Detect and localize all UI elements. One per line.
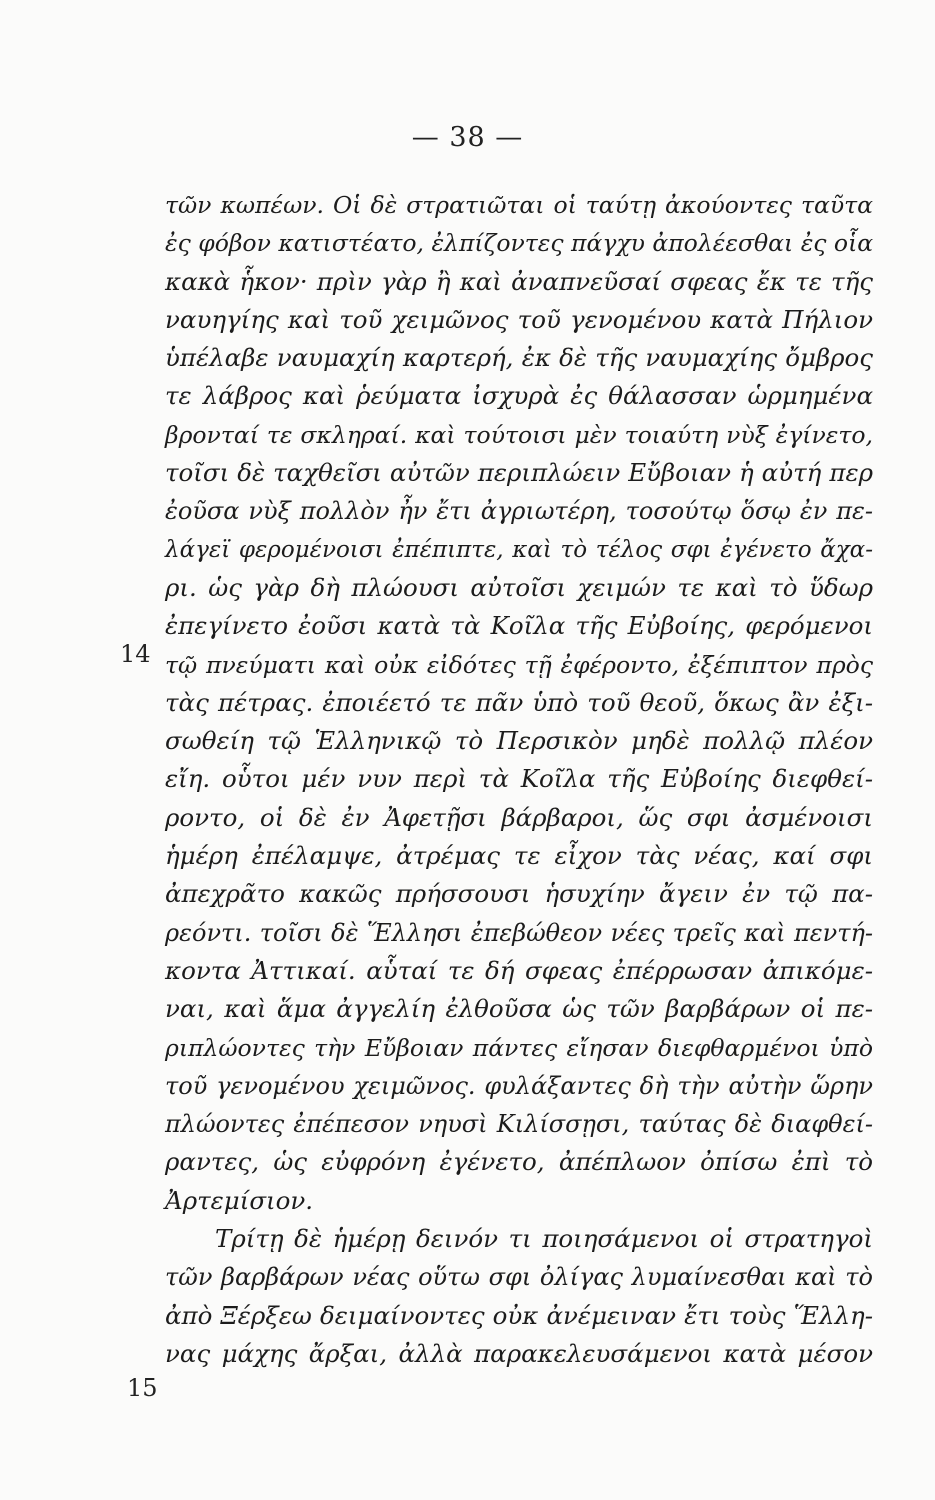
text-line: τὰς πέτρας. ἐποιέετό τε πᾶν ὑπὸ τοῦ θεοῦ, ὅκως ἂν ἐξι- bbox=[165, 687, 873, 717]
text-line: Τρίτῃ δὲ ἡμέρῃ δεινόν τι ποιησάμενοι οἱ στρατηγοὶ bbox=[215, 1224, 873, 1254]
text-line: τοῖσι δὲ ταχθεῖσι αὐτῶν περιπλώειν Εὔβοιαν ἡ αὐτή περ bbox=[165, 458, 873, 488]
text-line: ναυηγίης καὶ τοῦ χειμῶνος τοῦ γενομένου κατὰ Πήλιον bbox=[165, 304, 873, 334]
text-line: Ἀρτεμίσιον. bbox=[165, 1185, 314, 1215]
text-line: τῶν κωπέων. Οἱ δὲ στρατιῶται οἱ ταύτῃ ἀκούοντες ταῦτα bbox=[165, 191, 873, 219]
text-line: πλώοντες ἐπέπεσον νηυσὶ Κιλίσσῃσι, ταύτας δὲ διαφθεί- bbox=[165, 1110, 873, 1139]
text-line: ἀπὸ Ξέρξεω δειμαίνοντες οὐκ ἀνέμειναν ἔτι τοὺς Ἕλλη- bbox=[165, 1300, 873, 1330]
text-line: τοῦ γενομένου χειμῶνος. φυλάξαντες δὴ τὴν αὐτὴν ὥρην bbox=[165, 1071, 873, 1100]
text-line: ὑπέλαβε ναυμαχίη καρτερή, ἐκ δὲ τῆς ναυμαχίης ὄμβρος bbox=[165, 343, 873, 373]
page-number: — 38 — bbox=[411, 122, 524, 153]
text-line: τῶν βαρβάρων νέας οὕτω σφι ὀλίγας λυμαίνεσθαι καὶ τὸ bbox=[165, 1263, 873, 1292]
text-line: ἡμέρη ἐπέλαμψε, ἀτρέμας τε εἶχον τὰς νέας, καί σφι bbox=[165, 841, 873, 871]
text-line: κοντα Ἀττικαί. αὗταί τε δή σφεας ἐπέρρωσαν ἀπικόμε- bbox=[165, 955, 873, 985]
text-line: ρεόντι. τοῖσι δὲ Ἕλλησι ἐπεβώθεον νέες τρεῖς καὶ πεντή- bbox=[165, 918, 873, 947]
text-line: εἴη. οὗτοι μέν νυν περὶ τὰ Κοῖλα τῆς Εὐβοίης διεφθεί- bbox=[165, 764, 873, 794]
text-line: βρονταί τε σκληραί. καὶ τούτοισι μὲν τοιαύτη νὺξ ἐγίνετο, bbox=[165, 420, 873, 449]
text-line: νας μάχης ἄρξαι, ἀλλὰ παρακελευσάμενοι κατὰ μέσον bbox=[165, 1338, 873, 1368]
text-line: ἐοῦσα νὺξ πολλὸν ἦν ἔτι ἀγριωτέρη, τοσούτῳ ὅσῳ ἐν πε- bbox=[165, 497, 873, 526]
text-line: ἐπεγίνετο ἐοῦσι κατὰ τὰ Κοῖλα τῆς Εὐβοίης, φερόμενοι bbox=[165, 611, 873, 641]
text-line: ἐς φόβον κατιστέατο, ἐλπίζοντες πάγχυ ἀπολέεσθαι ἐς οἷα bbox=[165, 229, 874, 258]
text-line: ροντο, οἱ δὲ ἐν Ἀφετῇσι βάρβαροι, ὥς σφι ἀσμένοισι bbox=[165, 802, 873, 832]
text-line: τῷ πνεύματι καὶ οὐκ εἰδότες τῇ ἐφέροντο, ἐξέπιπτον πρὸς bbox=[165, 650, 873, 679]
margin-section-number-15: 15 bbox=[127, 1374, 158, 1402]
text-line: κακὰ ἧκον· πρὶν γὰρ ἢ καὶ ἀναπνεῦσαί σφεας ἔκ τε τῆς bbox=[165, 266, 873, 296]
text-line: ἀπεχρᾶτο κακῶς πρήσσουσι ἡσυχίην ἄγειν ἐν τῷ πα- bbox=[165, 879, 873, 909]
text-line: ραντες, ὡς εὐφρόνη ἐγένετο, ἀπέπλωον ὀπίσω ἐπὶ τὸ bbox=[165, 1147, 873, 1177]
text-line: ναι, καὶ ἅμα ἀγγελίη ἐλθοῦσα ὡς τῶν βαρβάρων οἱ πε- bbox=[165, 994, 873, 1024]
text-line: τε λάβρος καὶ ῥεύματα ἰσχυρὰ ἐς θάλασσαν ὡρμημένα bbox=[165, 381, 873, 411]
text-line: ριπλώοντες τὴν Εὔβοιαν πάντες εἴησαν διεφθαρμένοι ὑπὸ bbox=[165, 1033, 873, 1062]
body-text bbox=[165, 186, 873, 1373]
text-line: ρι. ὡς γὰρ δὴ πλώουσι αὐτοῖσι χειμών τε καὶ τὸ ὕδωρ bbox=[165, 572, 873, 602]
text-line: λάγεϊ φερομένοισι ἐπέπιπτε, καὶ τὸ τέλος σφι ἐγένετο ἄχα- bbox=[165, 536, 873, 563]
margin-section-number-14: 14 bbox=[120, 640, 151, 668]
text-line: σωθείη τῷ Ἑλληνικῷ τὸ Περσικὸν μηδὲ πολλῷ πλέον bbox=[165, 726, 873, 756]
